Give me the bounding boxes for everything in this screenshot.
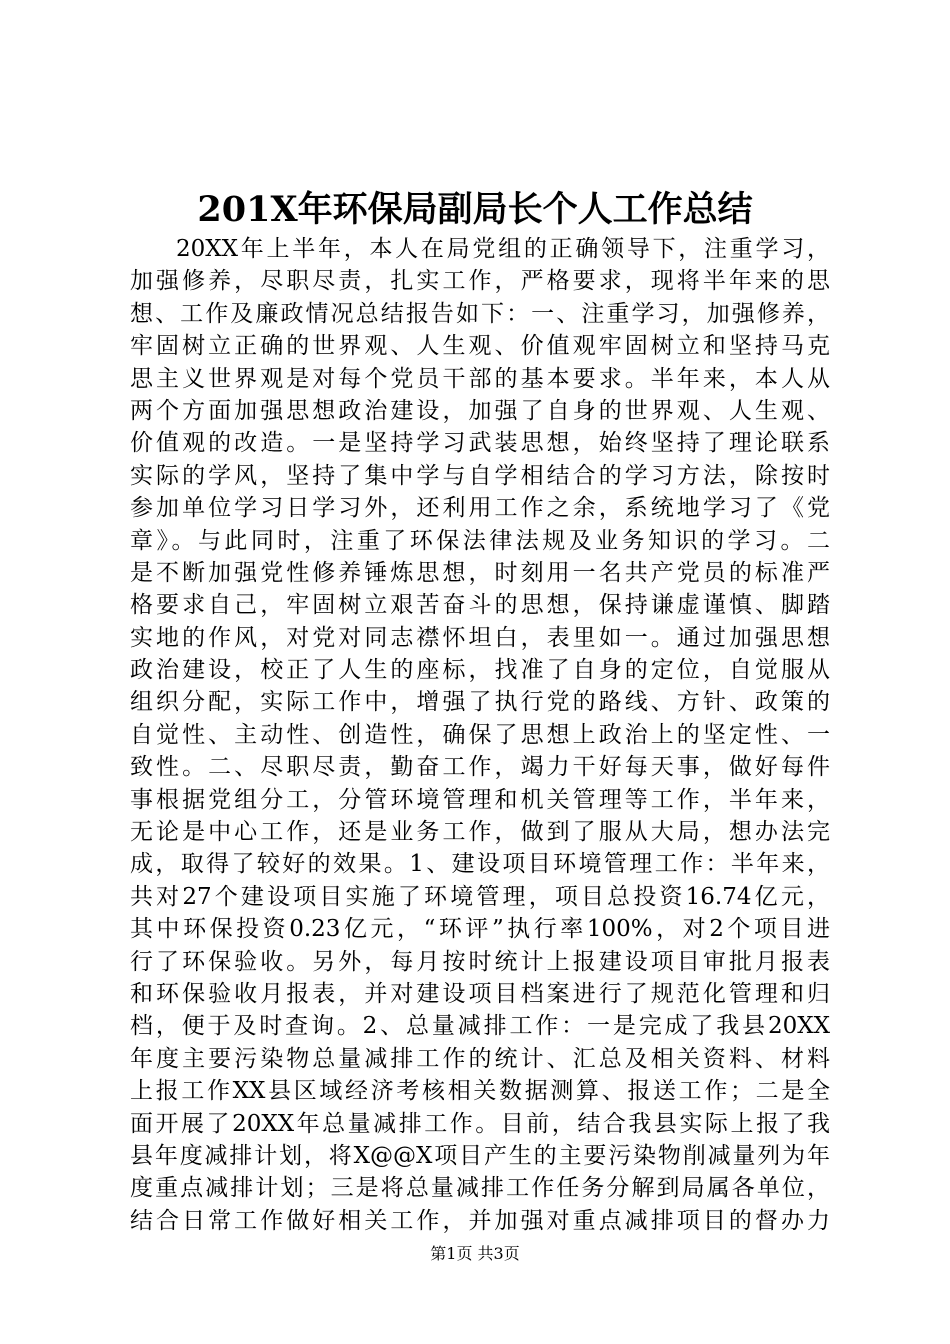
body-line: 县年度减排计划，将X@@X项目产生的主要污染物削减量列为年	[130, 1142, 830, 1169]
body-line: 格要求自己，牢固树立艰苦奋斗的思想，保持谦虚谨慎、脚踏	[130, 592, 830, 619]
body-line: 是不断加强党性修养锤炼思想，时刻用一名共产党员的标准严	[130, 559, 830, 586]
body-line: 和环保验收月报表，并对建设项目档案进行了规范化管理和归	[130, 980, 830, 1007]
body-line: 上报工作XX县区域经济考核相关数据测算、报送工作；二是全	[130, 1078, 830, 1105]
body-line: 牢固树立正确的世界观、人生观、价值观牢固树立和坚持马克	[130, 333, 830, 360]
body-line: 致性。二、尽职尽责，勤奋工作，竭力干好每天事，做好每件	[130, 754, 830, 781]
body-line: 成，取得了较好的效果。1、建设项目环境管理工作：半年来，	[130, 851, 830, 878]
body-line: 自觉性、主动性、创造性，确保了思想上政治上的坚定性、一	[130, 721, 830, 748]
page-footer: 第1页 共3页	[430, 1244, 520, 1263]
body-line: 其中环保投资0.23亿元，“环评”执行率100%，对2个项目进	[130, 916, 830, 943]
body-line: 章》。与此同时，注重了环保法律法规及业务知识的学习。二	[130, 527, 830, 554]
body-line: 度重点减排计划；三是将总量减排工作任务分解到局属各单位，	[130, 1175, 830, 1202]
body-line: 行了环保验收。另外，每月按时统计上报建设项目审批月报表	[130, 948, 830, 975]
document-title: 201X年环保局副局长个人工作总结	[197, 189, 753, 230]
body-line: 参加单位学习日学习外，还利用工作之余，系统地学习了《党	[130, 495, 830, 522]
body-line: 思主义世界观是对每个党员干部的基本要求。半年来，本人从	[130, 365, 830, 392]
body-line: 政治建设，校正了人生的座标，找准了自身的定位，自觉服从	[130, 657, 830, 684]
body-line: 组织分配，实际工作中，增强了执行党的路线、方针、政策的	[130, 689, 830, 716]
body-line: 无论是中心工作，还是业务工作，做到了服从大局，想办法完	[130, 819, 830, 846]
body-line: 档，便于及时查询。2、总量减排工作：一是完成了我县20XX	[130, 1013, 830, 1040]
body-line: 想、工作及廉政情况总结报告如下：一、注重学习，加强修养，	[130, 300, 830, 327]
body-line: 实地的作风，对党对同志襟怀坦白，表里如一。通过加强思想	[130, 624, 830, 651]
body-line: 面开展了20XX年总量减排工作。目前，结合我县实际上报了我	[130, 1110, 830, 1137]
body-line: 实际的学风，坚持了集中学与自学相结合的学习方法，除按时	[130, 462, 830, 489]
body-line: 价值观的改造。一是坚持学习武装思想，始终坚持了理论联系	[130, 430, 830, 457]
body-line: 结合日常工作做好相关工作，并加强对重点减排项目的督办力	[130, 1207, 830, 1234]
body-line: 两个方面加强思想政治建设，加强了自身的世界观、人生观、	[130, 397, 830, 424]
body-line: 年度主要污染物总量减排工作的统计、汇总及相关资料、材料	[130, 1045, 830, 1072]
body-line: 共对27个建设项目实施了环境管理，项目总投资16.74亿元，	[130, 883, 830, 910]
body-line: 加强修养，尽职尽责，扎实工作，严格要求，现将半年来的思	[130, 268, 830, 295]
document-body	[130, 233, 830, 1237]
body-line: 事根据党组分工，分管环境管理和机关管理等工作，半年来，	[130, 786, 830, 813]
body-line: 20XX年上半年，本人在局党组的正确领导下，注重学习，	[176, 236, 830, 262]
